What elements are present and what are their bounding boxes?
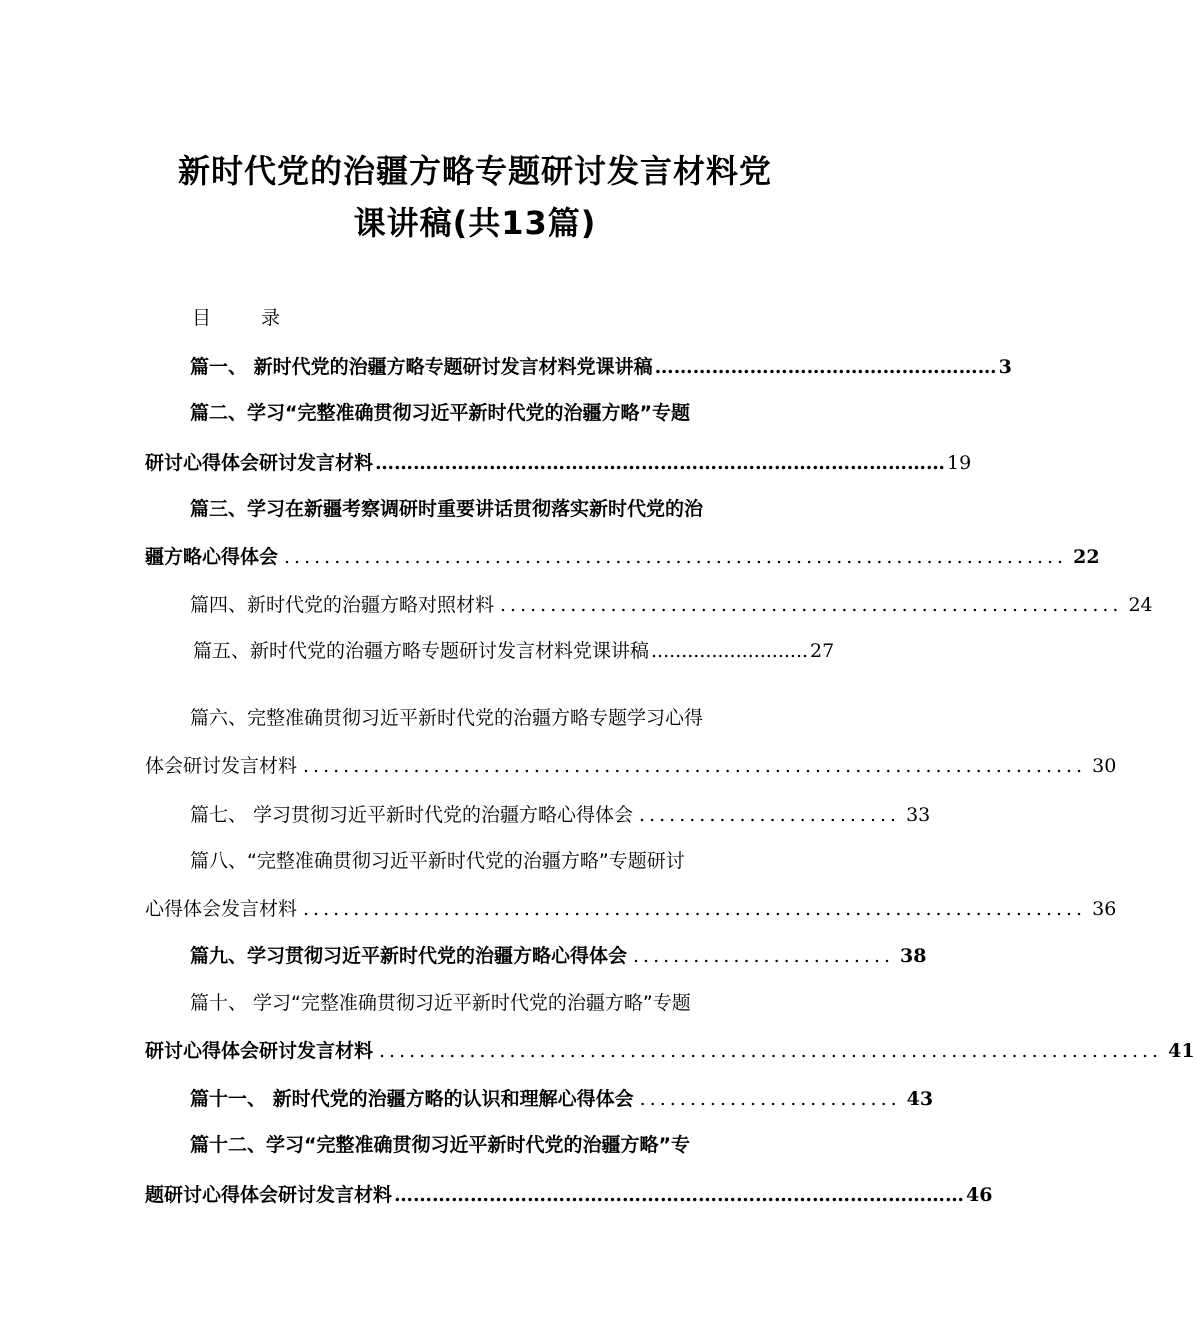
toc-entry-7[interactable] [190, 800, 931, 827]
toc-entry-8-line-2[interactable] [145, 894, 1117, 921]
document-title-line-1: 新时代党的治疆方略专题研讨发言材料党 [177, 152, 772, 190]
toc-entry-title-continued: 研讨心得体会研讨发言材料 [145, 1040, 374, 1062]
toc-entry-page: 3 [998, 356, 1012, 378]
toc-entry-title: 篇十、 学习“完整准确贯彻习近平新时代党的治疆方略”专题 [190, 992, 691, 1014]
toc-entry-3-line-2[interactable] [145, 542, 1100, 569]
toc-entry-page: 33 [906, 804, 931, 826]
toc-leader-dots: .......................... [639, 1088, 901, 1110]
toc-entry-title-continued: 体会研讨发言材料 [145, 755, 298, 777]
toc-entry-2-line-1[interactable] [190, 398, 690, 425]
toc-entry-page: 46 [966, 1184, 993, 1206]
toc-heading: 目 录 [192, 307, 303, 329]
toc-entry-title: 篇四、新时代党的治疆方略对照材料 [190, 594, 495, 616]
toc-leader-dots: ……………………………………………… [654, 356, 997, 378]
toc-leader-dots: .......................... [651, 640, 809, 662]
toc-entry-title: 篇九、学习贯彻习近平新时代党的治疆方略心得体会 [190, 945, 628, 967]
toc-entry-title-continued: 心得体会发言材料 [145, 898, 298, 920]
toc-entry-title: 篇三、学习在新疆考察调研时重要讲话贯彻落实新时代党的治 [190, 498, 704, 520]
toc-entry-page: 19 [947, 452, 972, 474]
toc-entry-page: 43 [906, 1088, 934, 1110]
toc-leader-dots: .............................................................................. [379, 1040, 1163, 1062]
toc-entry-title-continued: 研讨心得体会研讨发言材料 [145, 452, 374, 474]
toc-entry-page: 24 [1128, 594, 1153, 616]
toc-entry-title-continued: 题研讨心得体会研讨发言材料 [145, 1184, 393, 1206]
toc-entry-title: 篇十一、 新时代党的治疆方略的认识和理解心得体会 [190, 1088, 634, 1110]
toc-entry-page: 38 [900, 945, 927, 967]
toc-leader-dots: .............................................................................. [303, 755, 1087, 777]
toc-entry-10-line-1[interactable] [190, 988, 691, 1015]
toc-leader-dots: .............................................................. [500, 594, 1123, 616]
toc-entry-page: 41 [1168, 1040, 1195, 1062]
toc-entry-12-line-2[interactable] [145, 1180, 993, 1207]
toc-entry-3-line-1[interactable] [190, 494, 703, 521]
toc-leader-dots: .............................................................................. [284, 546, 1068, 568]
toc-entry-8-line-1[interactable] [190, 846, 685, 873]
toc-entry-9[interactable] [190, 941, 927, 968]
toc-leader-dots: ……………………………………………………………………………… [394, 1184, 965, 1206]
toc-entry-page: 27 [810, 640, 835, 662]
toc-entry-title: 篇六、完整准确贯彻习近平新时代党的治疆方略专题学习心得 [190, 707, 704, 729]
toc-entry-title: 篇五、新时代党的治疆方略专题研讨发言材料党课讲稿 [193, 640, 650, 662]
toc-leader-dots: .......................... [633, 945, 895, 967]
toc-entry-6-line-2[interactable] [145, 751, 1117, 778]
toc-entry-title: 篇七、 学习贯彻习近平新时代党的治疆方略心得体会 [190, 804, 634, 826]
toc-entry-title: 篇二、学习“完整准确贯彻习近平新时代党的治疆方略”专题 [190, 402, 690, 424]
document-title-line-2: 课讲稿(共13篇) [353, 204, 597, 242]
toc-entry-10-line-2[interactable] [145, 1036, 1195, 1063]
toc-entry-title: 篇八、“完整准确贯彻习近平新时代党的治疆方略”专题研讨 [190, 850, 685, 872]
toc-entry-page: 36 [1092, 898, 1117, 920]
toc-leader-dots: ……………………………………………………………………………… [375, 452, 946, 474]
toc-entry-1[interactable] [190, 352, 1012, 379]
toc-entry-page: 30 [1092, 755, 1117, 777]
toc-entry-page: 22 [1073, 546, 1100, 568]
toc-entry-title: 篇一、 新时代党的治疆方略专题研讨发言材料党课讲稿 [190, 356, 653, 378]
toc-entry-title: 篇十二、学习“完整准确贯彻习近平新时代党的治疆方略”专 [190, 1134, 690, 1156]
toc-entry-2-line-2[interactable] [145, 448, 972, 475]
toc-leader-dots: .......................... [639, 804, 901, 826]
toc-entry-12-line-1[interactable] [190, 1130, 690, 1157]
toc-entry-title-continued: 疆方略心得体会 [145, 546, 279, 568]
toc-entry-4[interactable] [190, 590, 1153, 617]
toc-leader-dots: .............................................................................. [303, 898, 1087, 920]
toc-entry-5[interactable] [193, 636, 835, 663]
toc-entry-11[interactable] [190, 1084, 934, 1111]
toc-entry-6-line-1[interactable] [190, 703, 703, 730]
